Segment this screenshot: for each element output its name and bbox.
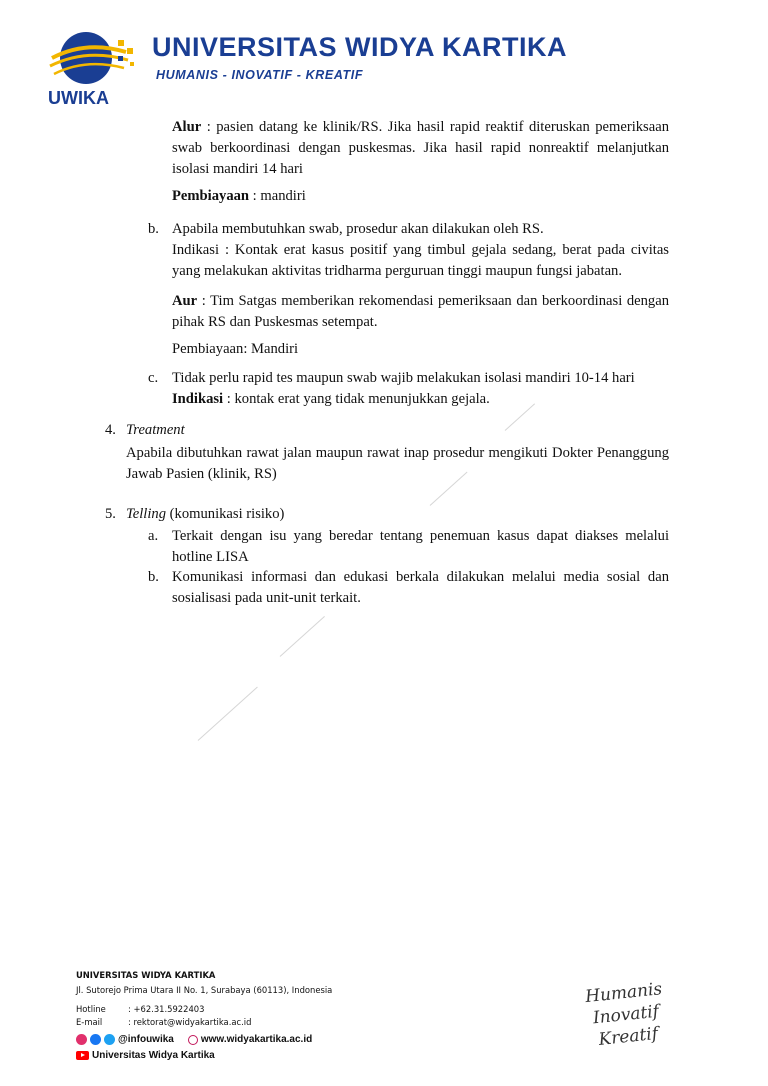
pembiayaan-text: : mandiri bbox=[249, 188, 306, 204]
section-5-title-text: Telling bbox=[126, 506, 167, 522]
logo-text: UWIKA bbox=[48, 88, 109, 108]
item-c-text: Tidak perlu rapid tes maupun swab wajib melakukan isolasi mandiri 10-14 hari bbox=[172, 370, 635, 386]
pembiayaan-paragraph bbox=[172, 186, 669, 207]
social-handle[interactable]: @infouwika bbox=[118, 1034, 174, 1045]
section-4-text: Apabila dibutuhkan rawat jalan maupun rawat inap prosedur mengikuti Dokter Penanggung Jawab Pasien (klinik, RS) bbox=[126, 445, 669, 482]
alur-text: : pasien datang ke klinik/RS. Jika hasil rapid reaktif diteruskan pemeriksaan swab berkoordinasi dengan puskesmas. Jika hasil rapid nonreaktif melanjutkan isolasi mandiri 14 hari bbox=[172, 119, 669, 177]
facebook-icon[interactable] bbox=[90, 1034, 101, 1045]
list-item: Komunikasi informasi dan edukasi berkala dilakukan melalui media sosial dan sosialisasi pada unit-unit terkait. bbox=[172, 569, 669, 606]
section-4-title-text: Treatment bbox=[126, 422, 185, 438]
uwika-logo bbox=[34, 18, 144, 110]
university-name: UNIVERSITAS WIDYA KARTIKA bbox=[152, 32, 568, 62]
signature-line-2: Inovatif bbox=[592, 1001, 660, 1029]
section-4-title bbox=[126, 420, 185, 441]
motto-signature bbox=[583, 978, 669, 1052]
globe-icon bbox=[188, 1035, 198, 1045]
footer-social-row bbox=[76, 1034, 312, 1045]
aur-paragraph bbox=[172, 291, 669, 333]
website-link[interactable]: www.widyakartika.ac.id bbox=[200, 1034, 313, 1045]
section-5-number: 5. bbox=[105, 506, 116, 522]
watermark-line bbox=[280, 616, 325, 657]
footer-hotline-label: Hotline bbox=[76, 1004, 106, 1014]
list-marker-b: b. bbox=[148, 221, 159, 237]
instagram-icon[interactable] bbox=[76, 1034, 87, 1045]
alur-label: Alur bbox=[172, 119, 202, 135]
youtube-channel[interactable]: Universitas Widya Kartika bbox=[92, 1050, 215, 1061]
aur-text: : Tim Satgas memberikan rekomendasi pemeriksaan dan berkoordinasi dengan pihak RS dan Puskesmas setempat. bbox=[172, 293, 669, 330]
university-motto: HUMANIS - INOVATIF - KREATIF bbox=[156, 68, 364, 82]
aur-label: Aur bbox=[172, 293, 198, 309]
pembiayaan-b-paragraph: Pembiayaan: Mandiri bbox=[172, 341, 299, 357]
list-marker-c: c. bbox=[148, 370, 159, 386]
indikasi-c-text: : kontak erat yang tidak menunjukkan gejala. bbox=[223, 391, 490, 407]
indikasi-b-paragraph: Indikasi : Kontak erat kasus positif yang timbul gejala sedang, berat pada civitas yang melakukan aktivitas tridharma perguruan tinggi maupun fungsi jabatan. bbox=[172, 242, 669, 279]
footer-hotline-value: : +62.31.5922403 bbox=[128, 1004, 205, 1014]
twitter-icon[interactable] bbox=[104, 1034, 115, 1045]
signature-line-1: Humanis bbox=[584, 979, 664, 1008]
letterhead bbox=[34, 18, 674, 110]
youtube-icon[interactable] bbox=[76, 1051, 89, 1060]
section-5-title-suffix: (komunikasi risiko) bbox=[166, 506, 285, 522]
alur-paragraph bbox=[172, 117, 669, 180]
section-4-number: 4. bbox=[105, 422, 116, 438]
list-marker: a. bbox=[148, 528, 159, 544]
list-item: Terkait dengan isu yang beredar tentang penemuan kasus dapat diakses melalui hotline LISA bbox=[172, 528, 669, 565]
pembiayaan-label: Pembiayaan bbox=[172, 188, 250, 204]
item-b-text: Apabila membutuhkan swab, prosedur akan dilakukan oleh RS. bbox=[172, 221, 544, 237]
section-5-title bbox=[126, 504, 284, 525]
footer-email-label: E-mail bbox=[76, 1017, 103, 1027]
watermark-line bbox=[198, 687, 258, 741]
footer-university-name: UNIVERSITAS WIDYA KARTIKA bbox=[76, 970, 216, 980]
indikasi-c-paragraph bbox=[172, 389, 669, 410]
footer-youtube-row bbox=[76, 1050, 215, 1061]
footer-address: Jl. Sutorejo Prima Utara II No. 1, Surabaya (60113), Indonesia bbox=[76, 985, 333, 995]
signature-line-3: Kreatif bbox=[597, 1023, 659, 1050]
indikasi-c-label: Indikasi bbox=[172, 391, 224, 407]
footer-email-value[interactable]: : rektorat@widyakartika.ac.id bbox=[128, 1017, 252, 1027]
list-marker: b. bbox=[148, 569, 159, 585]
